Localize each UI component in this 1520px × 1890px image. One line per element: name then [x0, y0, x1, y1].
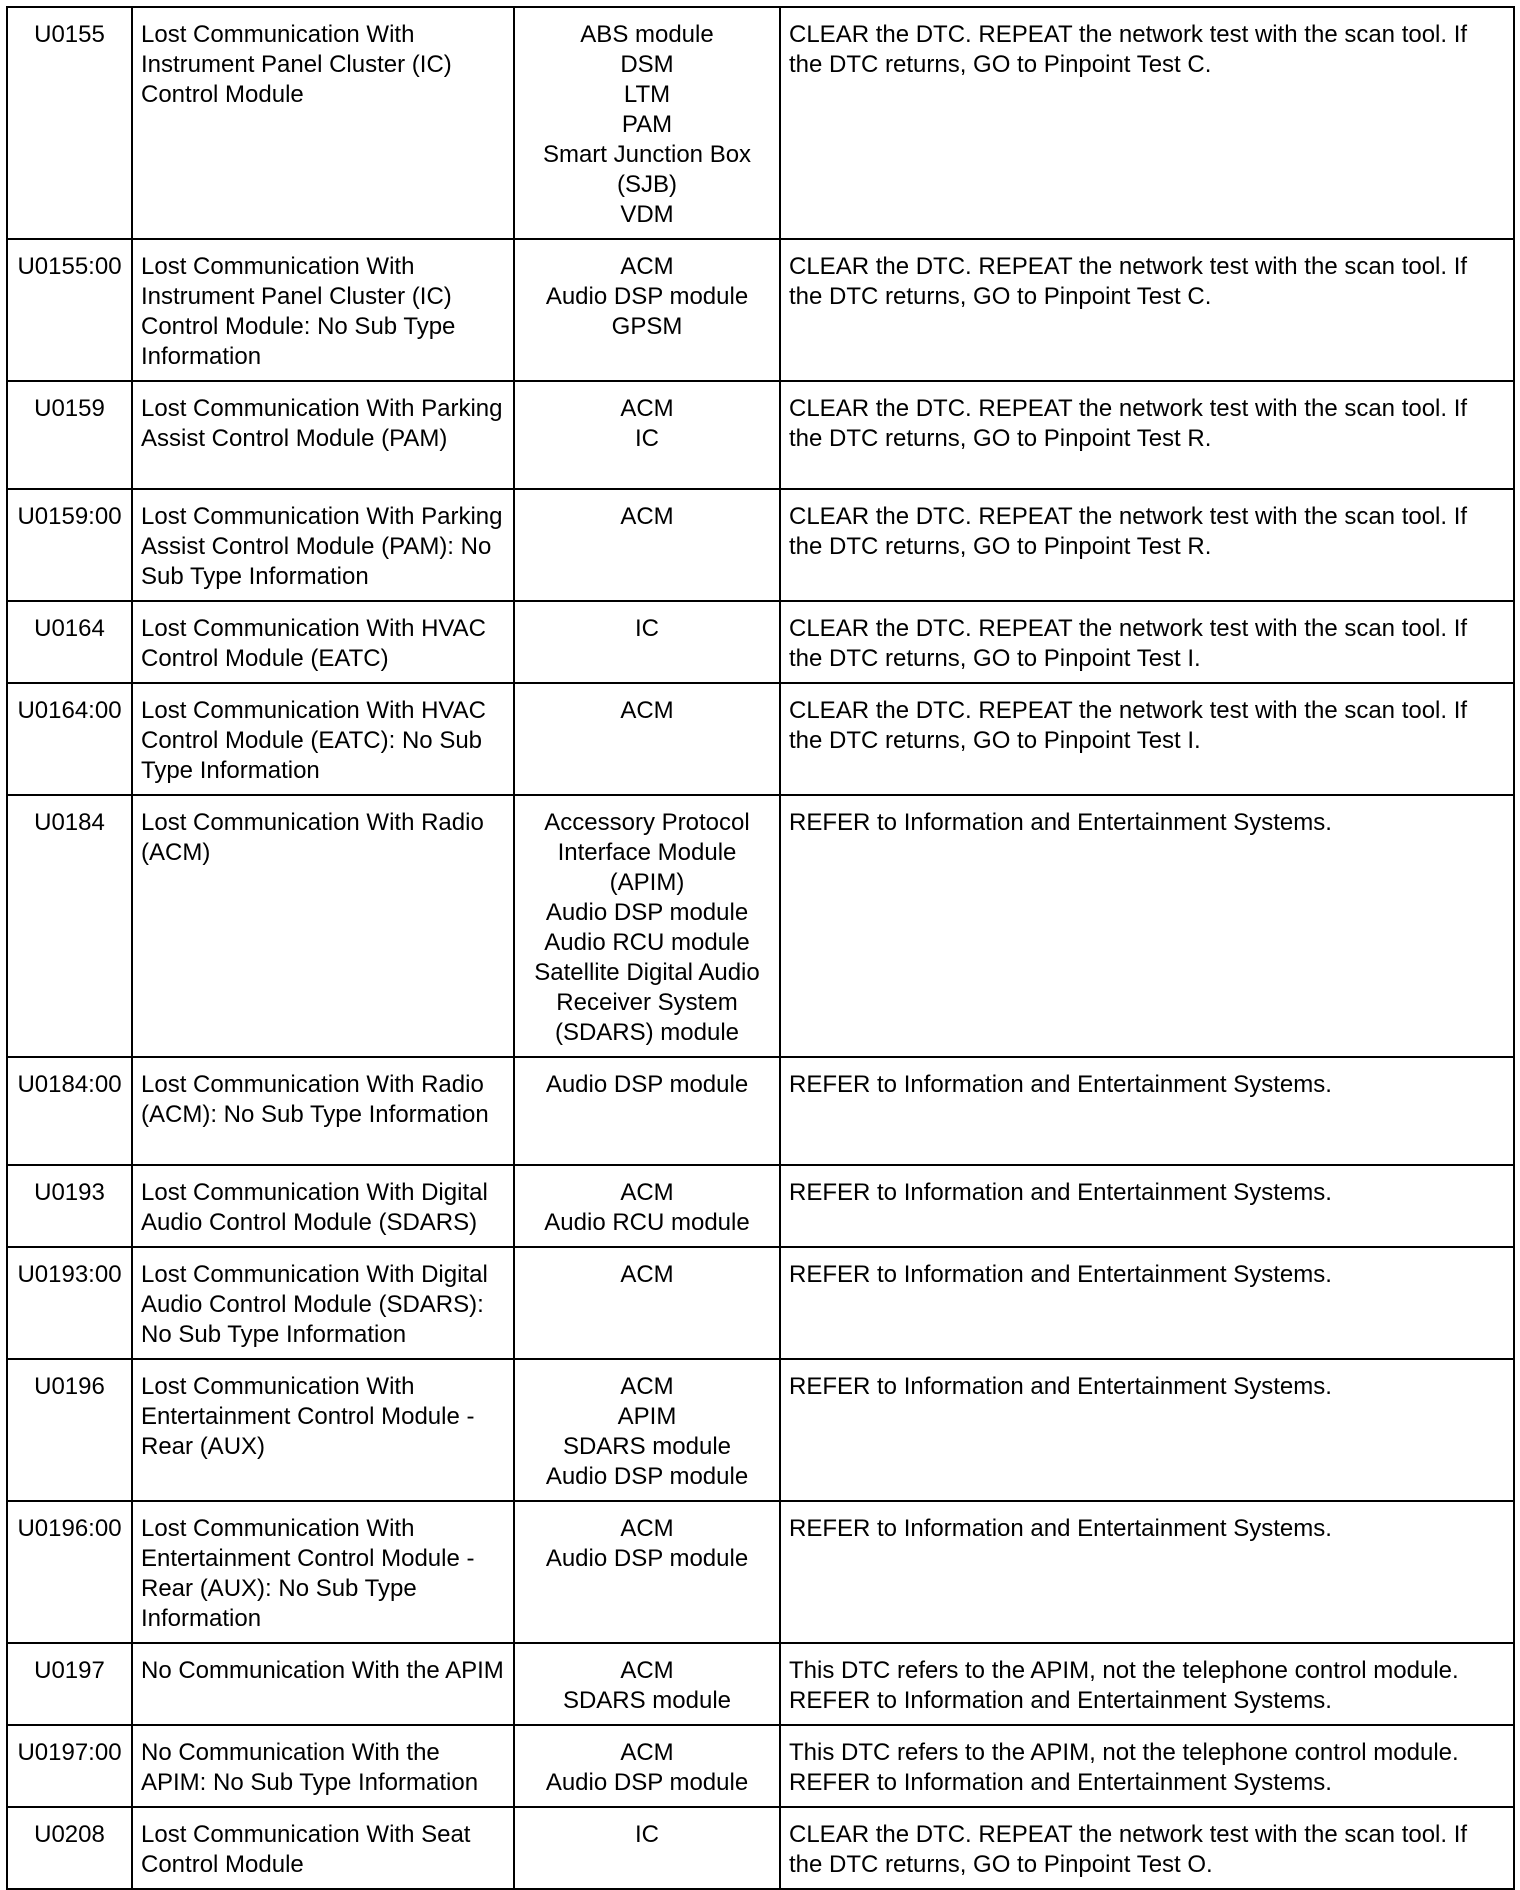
dtc-action: This DTC refers to the APIM, not the telephone control module. REFER to Information and Entertainment Systems.: [780, 1725, 1514, 1807]
dtc-code: U0159: [7, 381, 132, 489]
dtc-action: CLEAR the DTC. REPEAT the network test with the scan tool. If the DTC returns, GO to Pinpoint Test C.: [780, 7, 1514, 239]
module-name: DSM: [620, 51, 674, 78]
dtc-description: Lost Communication With Radio (ACM): [132, 795, 514, 1057]
dtc-description: Lost Communication With HVAC Control Module (EATC): [132, 601, 514, 683]
module-name: (SJB): [617, 171, 677, 198]
dtc-action: REFER to Information and Entertainment Systems.: [780, 1165, 1514, 1247]
module-name: Smart Junction Box: [542, 141, 752, 168]
module-name: (APIM): [609, 869, 685, 896]
dtc-description: Lost Communication With Seat Control Module: [132, 1807, 514, 1889]
module-name: Audio DSP module: [545, 1769, 749, 1796]
dtc-code: U0155: [7, 7, 132, 239]
module-name: Audio DSP module: [545, 1545, 749, 1572]
dtc-description: No Communication With the APIM: No Sub Type Information: [132, 1725, 514, 1807]
dtc-code: U0184: [7, 795, 132, 1057]
table-row: [7, 7, 1514, 239]
module-name: Satellite Digital Audio: [534, 959, 760, 986]
dtc-code: U0164: [7, 601, 132, 683]
dtc-action: CLEAR the DTC. REPEAT the network test with the scan tool. If the DTC returns, GO to Pinpoint Test I.: [780, 601, 1514, 683]
reporting-modules: [514, 683, 780, 795]
dtc-description: Lost Communication With Instrument Panel Cluster (IC) Control Module: No Sub Type Information: [132, 239, 514, 381]
module-name: ACM: [620, 253, 674, 280]
reporting-modules: [514, 489, 780, 601]
dtc-action: REFER to Information and Entertainment Systems.: [780, 1057, 1514, 1165]
table-row: [7, 1725, 1514, 1807]
reporting-modules: [514, 1807, 780, 1889]
dtc-action: CLEAR the DTC. REPEAT the network test with the scan tool. If the DTC returns, GO to Pinpoint Test R.: [780, 381, 1514, 489]
dtc-code: U0159:00: [7, 489, 132, 601]
table-row: [7, 489, 1514, 601]
reporting-modules: [514, 1247, 780, 1359]
dtc-description: Lost Communication With Instrument Panel Cluster (IC) Control Module: [132, 7, 514, 239]
dtc-action: This DTC refers to the APIM, not the telephone control module. REFER to Information and Entertainment Systems.: [780, 1643, 1514, 1725]
table-row: [7, 1057, 1514, 1165]
reporting-modules: [514, 1725, 780, 1807]
module-name: ACM: [620, 1515, 674, 1542]
dtc-code: U0155:00: [7, 239, 132, 381]
module-name: Audio DSP module: [545, 283, 749, 310]
reporting-modules: [514, 601, 780, 683]
dtc-table: [6, 6, 1515, 1890]
module-name: PAM: [621, 111, 673, 138]
dtc-action: REFER to Information and Entertainment Systems.: [780, 1247, 1514, 1359]
table-row: [7, 1501, 1514, 1643]
dtc-table-body: [7, 7, 1514, 1889]
module-name: IC: [635, 615, 659, 642]
table-row: [7, 239, 1514, 381]
reporting-modules: [514, 239, 780, 381]
module-name: GPSM: [611, 313, 683, 340]
module-name: SDARS module: [562, 1687, 732, 1714]
module-name: ACM: [620, 1261, 674, 1288]
dtc-action: CLEAR the DTC. REPEAT the network test with the scan tool. If the DTC returns, GO to Pinpoint Test O.: [780, 1807, 1514, 1889]
module-name: Receiver System: [556, 989, 738, 1016]
table-row: [7, 381, 1514, 489]
module-name: ACM: [620, 503, 674, 530]
dtc-action: CLEAR the DTC. REPEAT the network test with the scan tool. If the DTC returns, GO to Pinpoint Test I.: [780, 683, 1514, 795]
module-name: Audio DSP module: [545, 899, 749, 926]
dtc-code: U0196: [7, 1359, 132, 1501]
table-row: [7, 1359, 1514, 1501]
module-name: ABS module: [580, 21, 714, 48]
dtc-code: U0193:00: [7, 1247, 132, 1359]
reporting-modules: [514, 381, 780, 489]
dtc-action: REFER to Information and Entertainment Systems.: [780, 1359, 1514, 1501]
reporting-modules: [514, 7, 780, 239]
dtc-action: CLEAR the DTC. REPEAT the network test with the scan tool. If the DTC returns, GO to Pinpoint Test R.: [780, 489, 1514, 601]
module-name: ACM: [620, 1657, 674, 1684]
reporting-modules: [514, 1057, 780, 1165]
module-name: IC: [635, 425, 659, 452]
table-row: [7, 1643, 1514, 1725]
module-name: ACM: [620, 697, 674, 724]
dtc-action: REFER to Information and Entertainment Systems.: [780, 795, 1514, 1057]
dtc-description: Lost Communication With Digital Audio Control Module (SDARS): No Sub Type Information: [132, 1247, 514, 1359]
dtc-description: Lost Communication With Entertainment Control Module - Rear (AUX): [132, 1359, 514, 1501]
dtc-code: U0197: [7, 1643, 132, 1725]
dtc-action: CLEAR the DTC. REPEAT the network test with the scan tool. If the DTC returns, GO to Pinpoint Test C.: [780, 239, 1514, 381]
reporting-modules: [514, 1165, 780, 1247]
dtc-action: REFER to Information and Entertainment Systems.: [780, 1501, 1514, 1643]
module-name: (SDARS) module: [554, 1019, 740, 1046]
module-name: Audio DSP module: [545, 1071, 749, 1098]
dtc-description: Lost Communication With Parking Assist Control Module (PAM): [132, 381, 514, 489]
module-name: ACM: [620, 1739, 674, 1766]
dtc-code: U0184:00: [7, 1057, 132, 1165]
module-name: Interface Module: [557, 839, 737, 866]
dtc-code: U0197:00: [7, 1725, 132, 1807]
module-name: Audio RCU module: [544, 1209, 750, 1236]
dtc-code: U0208: [7, 1807, 132, 1889]
dtc-code: U0164:00: [7, 683, 132, 795]
dtc-description: Lost Communication With Digital Audio Control Module (SDARS): [132, 1165, 514, 1247]
table-row: [7, 601, 1514, 683]
module-name: VDM: [620, 201, 674, 228]
table-row: [7, 1165, 1514, 1247]
dtc-description: No Communication With the APIM: [132, 1643, 514, 1725]
reporting-modules: [514, 1643, 780, 1725]
module-name: LTM: [623, 81, 671, 108]
table-row: [7, 683, 1514, 795]
module-name: Audio DSP module: [545, 1463, 749, 1490]
table-row: [7, 1807, 1514, 1889]
dtc-description: Lost Communication With HVAC Control Module (EATC): No Sub Type Information: [132, 683, 514, 795]
reporting-modules: [514, 1359, 780, 1501]
module-name: IC: [635, 1821, 659, 1848]
module-name: Accessory Protocol: [544, 809, 750, 836]
module-name: ACM: [620, 1179, 674, 1206]
module-name: APIM: [617, 1403, 677, 1430]
dtc-code: U0193: [7, 1165, 132, 1247]
dtc-description: Lost Communication With Entertainment Control Module - Rear (AUX): No Sub Type Information: [132, 1501, 514, 1643]
module-name: ACM: [620, 395, 674, 422]
table-row: [7, 795, 1514, 1057]
dtc-description: Lost Communication With Radio (ACM): No Sub Type Information: [132, 1057, 514, 1165]
dtc-description: Lost Communication With Parking Assist Control Module (PAM): No Sub Type Information: [132, 489, 514, 601]
dtc-code: U0196:00: [7, 1501, 132, 1643]
module-name: SDARS module: [562, 1433, 732, 1460]
reporting-modules: [514, 1501, 780, 1643]
module-name: ACM: [620, 1373, 674, 1400]
table-row: [7, 1247, 1514, 1359]
reporting-modules: [514, 795, 780, 1057]
module-name: Audio RCU module: [544, 929, 750, 956]
